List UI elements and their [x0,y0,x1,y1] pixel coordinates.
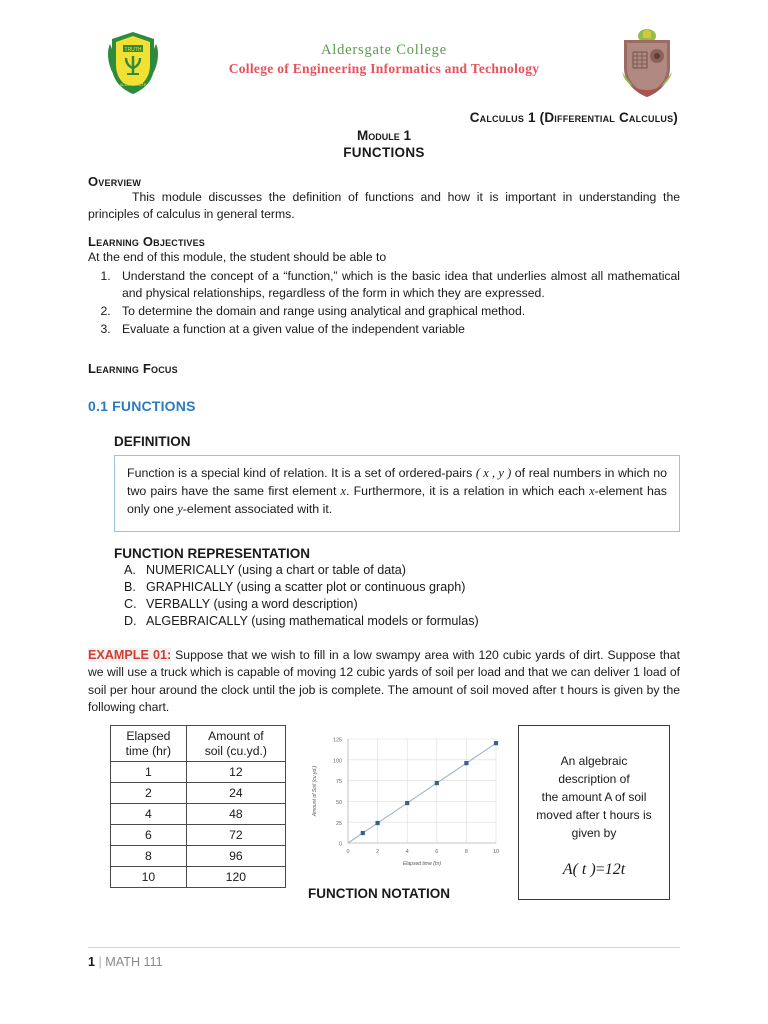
soil-line-chart [302,725,502,875]
list-item [124,613,680,630]
cell-time: 8 [111,846,187,867]
chart-column [302,725,502,901]
table-row [111,825,286,846]
list-item-label: GRAPHICALLY (using a scatter plot or continuous graph) [146,579,466,594]
cell-soil: 120 [186,867,285,888]
y-axis-tick-label: 100 [333,758,342,765]
figures-row [88,725,680,901]
list-item: 2. To determine the domain and range using analytical and graphical method. [114,303,680,320]
course-title: Calculus 1 (Differential Calculus) [469,110,678,125]
learning-objectives-heading: Learning Objectives [88,234,205,250]
formula-a-of-t [531,858,657,882]
cell-time: 2 [111,783,187,804]
college-of-engineering-crest-icon [616,28,678,98]
x-axis-tick-label: 10 [493,849,499,856]
cell-time: 6 [111,825,187,846]
table-row [111,846,286,867]
list-item [124,579,680,596]
algebra-line-4: given by [571,826,617,841]
cell-time: 4 [111,804,187,825]
document-header [88,26,680,104]
chart-data-point [435,781,439,785]
cell-time: 1 [111,762,187,783]
x-axis-tick-label: 6 [435,849,439,856]
algebra-line-1: An algebraic description of [558,754,630,787]
formula-argument: ( t ) [572,861,596,879]
example-text: Suppose that we wish to fill in a low swampy area with 120 cubic yards of dirt. Suppose that we will use a truck which is capable of moving 12 cubic yards of soil per load and that we can deliver 1 load of soil per hour around the clock until the job is complete. The amount of soil moved after t hours is given by the following chart. [88,647,680,715]
list-item [124,596,680,613]
definition-text-5: -element associated with it. [182,501,333,516]
department-name: College of Engineering Informatics and Technology [228,61,540,76]
chart-data-point [361,831,365,835]
formula-rhs: 12t [604,861,626,879]
list-item-label: NUMERICALLY (using a chart or table of data) [146,562,406,577]
header-line-1: Amount of [208,729,264,744]
footer-course-code: MATH 111 [105,955,163,969]
algebraic-description-box [518,725,670,900]
table-header-row [111,726,286,762]
footer-page-number: 1 [88,955,96,969]
algebra-line-2: the amount A of soil [541,790,647,805]
learning-focus-heading: Learning Focus [88,360,178,376]
function-representation-list [114,562,680,630]
soil-data-table [110,725,286,888]
cell-time: 10 [111,867,187,888]
definition-text-1: Function is a special kind of relation. It is a set of ordered-pairs [127,465,476,480]
definition-text-4: -element has only one [127,483,667,516]
column-header-amount-of-soil [186,726,285,762]
footer-separator: | [98,955,102,969]
list-item-label: VERBALLY (using a word description) [146,596,358,611]
chart-data-point [376,821,380,825]
cell-soil: 12 [186,762,285,783]
learning-objectives-list [88,268,680,338]
header-title-block [88,26,680,77]
variable-x: x [340,483,347,498]
definition-heading: DEFINITION [114,433,191,449]
header-line-2: soil (cu.yd.) [204,743,267,758]
column-header-elapsed-time [111,726,187,762]
cell-soil: 48 [186,804,285,825]
y-axis-tick-label: 75 [336,779,342,786]
page-footer [88,947,680,969]
school-name: Aldersgate College [321,42,447,58]
table-row [111,804,286,825]
x-axis-tick-label: 0 [346,849,350,856]
list-item-letter: D. [124,613,137,628]
list-item-label: ALGEBRAICALLY (using mathematical models or formulas) [146,613,479,628]
list-item-letter: A. [124,562,136,577]
header-line-1: Elapsed [126,729,171,744]
example-tag: EXAMPLE 01: [88,647,172,662]
function-notation-heading: FUNCTION NOTATION [308,886,450,902]
chart-data-point [464,761,468,765]
learning-objectives-intro: At the end of this module, the student should be able to [88,250,387,265]
formula-lhs: A [562,861,573,879]
variable-y: y [177,501,183,516]
x-axis-tick-label: 4 [405,849,409,856]
algebra-line-3: moved after t hours is [536,808,652,823]
chart-series-line [348,744,496,844]
definition-box [114,455,680,532]
chart-data-point [494,741,498,745]
formula-equals: = [595,861,605,879]
table-row [111,867,286,888]
list-item-letter: B. [124,579,136,594]
x-axis-tick-label: 8 [464,849,468,856]
x-axis-tick-label: 2 [376,849,380,856]
example-paragraph [88,647,680,717]
aldersgate-college-seal-icon [102,28,164,98]
overview-heading: Overview [88,173,142,189]
module-heading [88,128,680,162]
module-title: FUNCTIONS [343,144,425,160]
module-number: Module 1 [356,128,411,143]
cell-soil: 96 [186,846,285,867]
definition-text-3: . Furthermore, it is a relation in which each [346,483,590,498]
cell-soil: 24 [186,783,285,804]
y-axis-tick-label: 125 [333,737,342,744]
chart-data-point [405,801,409,805]
definition-text-2: of real numbers in which no two pairs have the same first element [127,465,667,498]
list-item: 3. Evaluate a function at a given value of the independent variable [114,321,680,338]
list-item: 1. Understand the concept of a “function,” which is the basic idea that underlies almost all mathematical and physical relationships, regardless of the form in which they are expressed. [114,268,680,302]
svg-text:TRUTH: TRUTH [124,47,142,53]
cell-soil: 72 [186,825,285,846]
ordered-pair-notation: ( x , y ) [475,465,512,480]
table-row [111,762,286,783]
y-axis-tick-label: 50 [336,800,342,807]
y-axis-tick-label: 0 [339,841,342,848]
variable-x-2: x [589,483,595,498]
x-axis-title: Elapsed time (hr) [402,861,442,868]
svg-text:ALDERSGATE: ALDERSGATE [119,82,147,87]
section-title-functions: 0.1 FUNCTIONS [88,397,196,414]
header-line-2: time (hr) [125,743,172,758]
table-row [111,783,286,804]
function-representation-heading: FUNCTION REPRESENTATION [114,545,311,561]
list-item [124,562,680,579]
list-item-letter: C. [124,596,137,611]
y-axis-tick-label: 25 [336,821,342,828]
overview-text: This module discusses the definition of functions and how it is important in understanding the principles of calculus in general terms. [88,189,680,221]
y-axis-title: Amount of Soil (cu.yd.) [312,766,318,817]
definition-section [114,434,680,630]
